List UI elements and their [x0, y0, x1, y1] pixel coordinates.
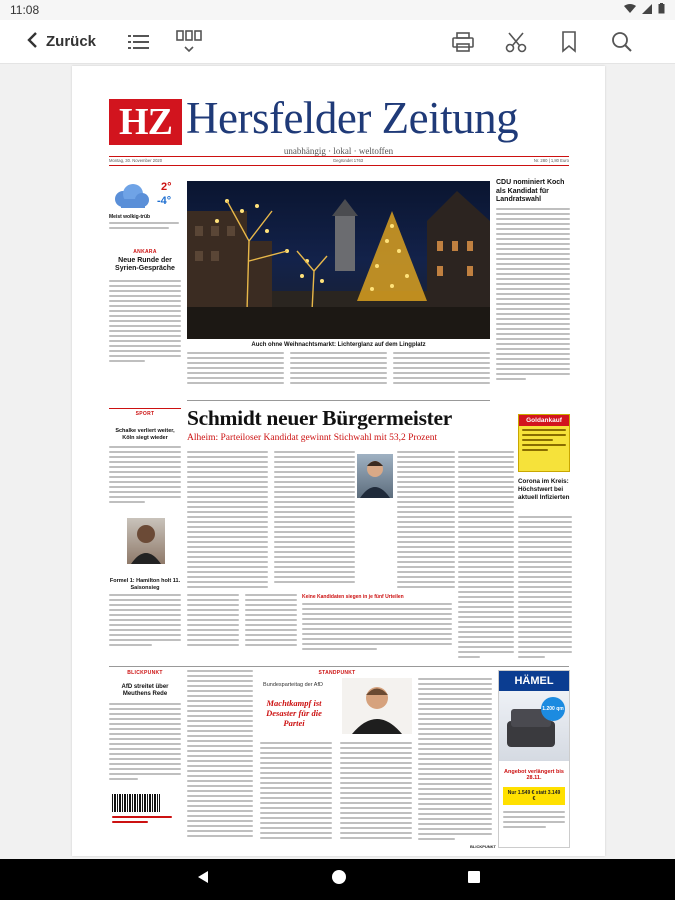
- lead-body-lower-left: [187, 594, 297, 654]
- bottom-rule: [109, 666, 569, 667]
- lead-body: [187, 451, 355, 591]
- left-news-headline[interactable]: Neue Runde der Syrien-Gespräche: [115, 257, 175, 272]
- wifi-icon: [624, 4, 636, 17]
- lead-subhead: Keine Kandidaten siegen in je fünf Urteilen: [302, 594, 404, 600]
- reader-viewport[interactable]: [0, 64, 675, 859]
- blickpunkt-label: BLICKPUNKT: [127, 670, 163, 676]
- photo-caption: Auch ohne Weihnachtsmarkt: Lichterglanz auf dem Lingplatz: [251, 342, 426, 348]
- status-bar: [0, 0, 675, 20]
- goldankauf-ad[interactable]: [518, 414, 570, 472]
- weather-low: -4°: [157, 195, 172, 207]
- sport-body: [109, 446, 181, 508]
- haemel-offer: Angebot verlängert bis 28.11.: [504, 769, 564, 781]
- bottom-col-1: [187, 670, 253, 845]
- hero-photo[interactable]: [187, 181, 490, 339]
- sport-rule: [109, 408, 181, 409]
- dateline-rule: [109, 165, 569, 166]
- footer-tag: BLICKPUNKT: [470, 844, 496, 849]
- back-nav-icon[interactable]: [195, 869, 211, 890]
- bookmark-icon[interactable]: [556, 30, 582, 54]
- paper-title: Hersfelder Zeitung: [186, 93, 519, 143]
- newspaper-page[interactable]: [72, 66, 605, 856]
- clock: 11:08: [10, 3, 40, 17]
- haemel-badge: 1.200 qm: [541, 697, 565, 721]
- paper-slogan: unabhängig · lokal · weltoffen: [283, 146, 394, 156]
- corona-body: [518, 516, 572, 658]
- weather-label: Meist wolkig-trüb: [109, 214, 151, 220]
- recents-nav-icon[interactable]: [467, 870, 481, 889]
- paper-logo: HZ: [109, 99, 182, 145]
- left-news-body: [109, 280, 181, 388]
- page-overview-icon[interactable]: [176, 30, 202, 54]
- dateline-founded: Gegründet 1763: [332, 158, 364, 163]
- masthead-rule: [109, 156, 569, 157]
- scissors-icon[interactable]: [503, 30, 529, 54]
- sport-headline[interactable]: Schalke verliert weiter, Köln siegt wieder: [115, 428, 175, 441]
- blickpunkt-headline[interactable]: AfD streitet über Meuthens Rede: [121, 684, 169, 697]
- home-nav-icon[interactable]: [331, 869, 347, 890]
- print-icon[interactable]: [450, 30, 476, 54]
- sport-caption[interactable]: Formel 1: Hamilton holt 11. Saisonsieg: [109, 578, 181, 591]
- haemel-price: Nur 1.549 € statt 3.149 €: [503, 787, 565, 805]
- lead-subline: Alheim: Parteiloser Kandidat gewinnt Stichwahl mit 53,2 Prozent: [187, 433, 438, 443]
- goldankauf-brand: Goldankauf: [519, 415, 569, 426]
- author-photo[interactable]: [342, 678, 412, 734]
- weather-box: [109, 179, 181, 239]
- status-icons: [624, 3, 665, 17]
- imprint-text: [112, 816, 172, 828]
- schmidt-photo[interactable]: [357, 454, 393, 498]
- lead-body-mid: [397, 451, 455, 591]
- search-icon[interactable]: [609, 30, 635, 54]
- standpunkt-label: STANDPUNKT: [318, 670, 356, 676]
- chevron-left-icon: [26, 31, 38, 53]
- bottom-col-4: [418, 678, 492, 843]
- battery-icon: [658, 3, 665, 17]
- lead-headline[interactable]: Schmidt neuer Bürgermeister: [187, 406, 452, 430]
- corona-headline[interactable]: Corona im Kreis: Höchstwert bei aktuell Infizierten: [518, 478, 570, 501]
- back-label: Zurück: [46, 33, 97, 50]
- lead-body-bottom: [302, 603, 452, 653]
- haemel-brand: HÄMEL: [499, 671, 569, 691]
- barcode: [112, 794, 160, 812]
- lead-body-right: [458, 451, 514, 661]
- standpunkt-body: [260, 742, 412, 845]
- weather-high: 2°: [161, 181, 172, 193]
- sofa-image: [499, 691, 569, 761]
- list-view-icon[interactable]: [126, 30, 152, 54]
- hamilton-photo[interactable]: [127, 518, 165, 564]
- signal-icon: [642, 4, 652, 17]
- sport-label: SPORT: [135, 411, 155, 417]
- top-toolbar: [0, 20, 675, 64]
- standpunkt-kicker: Bundesparteitag der AfD: [263, 682, 323, 688]
- photo-body: [187, 352, 490, 394]
- blickpunkt-body: [109, 703, 181, 783]
- weather-note: [109, 222, 181, 232]
- system-nav-bar: [0, 859, 675, 900]
- dateline-issue: Nr. 280 | 1,80 Euro: [533, 158, 569, 163]
- dateline-date: Montag, 30. November 2020: [109, 158, 163, 163]
- cloud-icon: [111, 183, 151, 214]
- haemel-ad[interactable]: [498, 670, 570, 848]
- back-button[interactable]: [26, 31, 96, 53]
- right-news-body: [496, 208, 570, 393]
- left-news-kicker: ANKARA: [133, 249, 157, 255]
- right-news-headline[interactable]: CDU nominiert Koch als Kandidat für Landratswahl: [496, 179, 565, 203]
- sport-body-2: [109, 594, 181, 652]
- lead-rule: [187, 400, 490, 401]
- standpunkt-headline[interactable]: Machtkampf ist Desaster für die Partei: [266, 698, 322, 728]
- dateline: [109, 158, 569, 163]
